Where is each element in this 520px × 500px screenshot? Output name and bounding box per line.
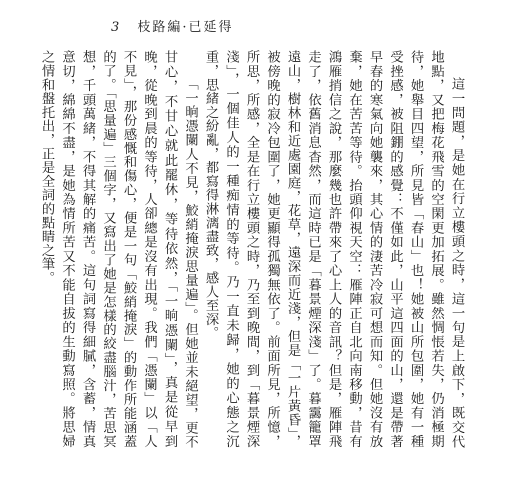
running-title: 枝路編·已延得 xyxy=(137,20,234,35)
paragraph-1: 這一問題，是她在行立樓頭之時，這一句是上啟下，既交代地點，又把梅花飛雪的空閑更加拓展。雖然惆悵若失，仍消極期待，她舉目四望，所見皆「春山」也！她被山所包圍，她有一種受挫感，被阻錋的感覺：不僅如此，山平這四面的山，還是帶著早春的寒氣向她襲來，其心情的淒苦冷寂可想而知。但她沒有放棄，她在苦苦等待。抬頭仰視天空：雁陣正自北向南移動，昔有鴻雁捎信之說，那麼幾也許帶來了心上人的音訊？但是，雁陣飛走了，依舊消息杳然，而這時已是「暮景煙深淺」了。暮靄籠罩遠山，樹林和近處園庭，花草，遠深而近淺，但是「一片黃昏」，被傍晚的寂冷包圍了，她更顯得孤獨無依了。前面所見，所憶，所思，所感，全是在行立樓頭之時，乃至到晚間，到「暮景煙深淺」，一個佳人的一種痴情的等待。乃一直未歸，她的心態之沉重，思緒之紛亂，都寫得淋漓盡致，感人至深。 xyxy=(203,50,464,448)
running-header xyxy=(111,16,234,35)
page-number: 3 xyxy=(111,20,120,35)
vertical-text-body xyxy=(39,50,466,448)
paragraph-2: 「一晌憑闌人不見，鮫綃掩淚思量遍」。但她並未絕望，更不甘心，不甘心就此罷休，等待依然，「一晌憑闌」，真是從早到晚，從晚到晨的等待，人卻總是沒有出現。我們「憑闌」以「人不見」，那份感慨和傷心，便是一句「鮫綃掩淚」的動作所能涵蓋的了。「思量遍」三個字，又寫出了她是怎樣的絞盡腦汁，苦思冥想，千頭萬緒，不得其解的痛苦。這句詞寫得細膩，含蓄，情真意切，綿綿不盡，是她為情所苦又不能自拔的生動寫照。將思婦之情和盤托出，正是全詞的點睛之筆。 xyxy=(39,50,198,448)
